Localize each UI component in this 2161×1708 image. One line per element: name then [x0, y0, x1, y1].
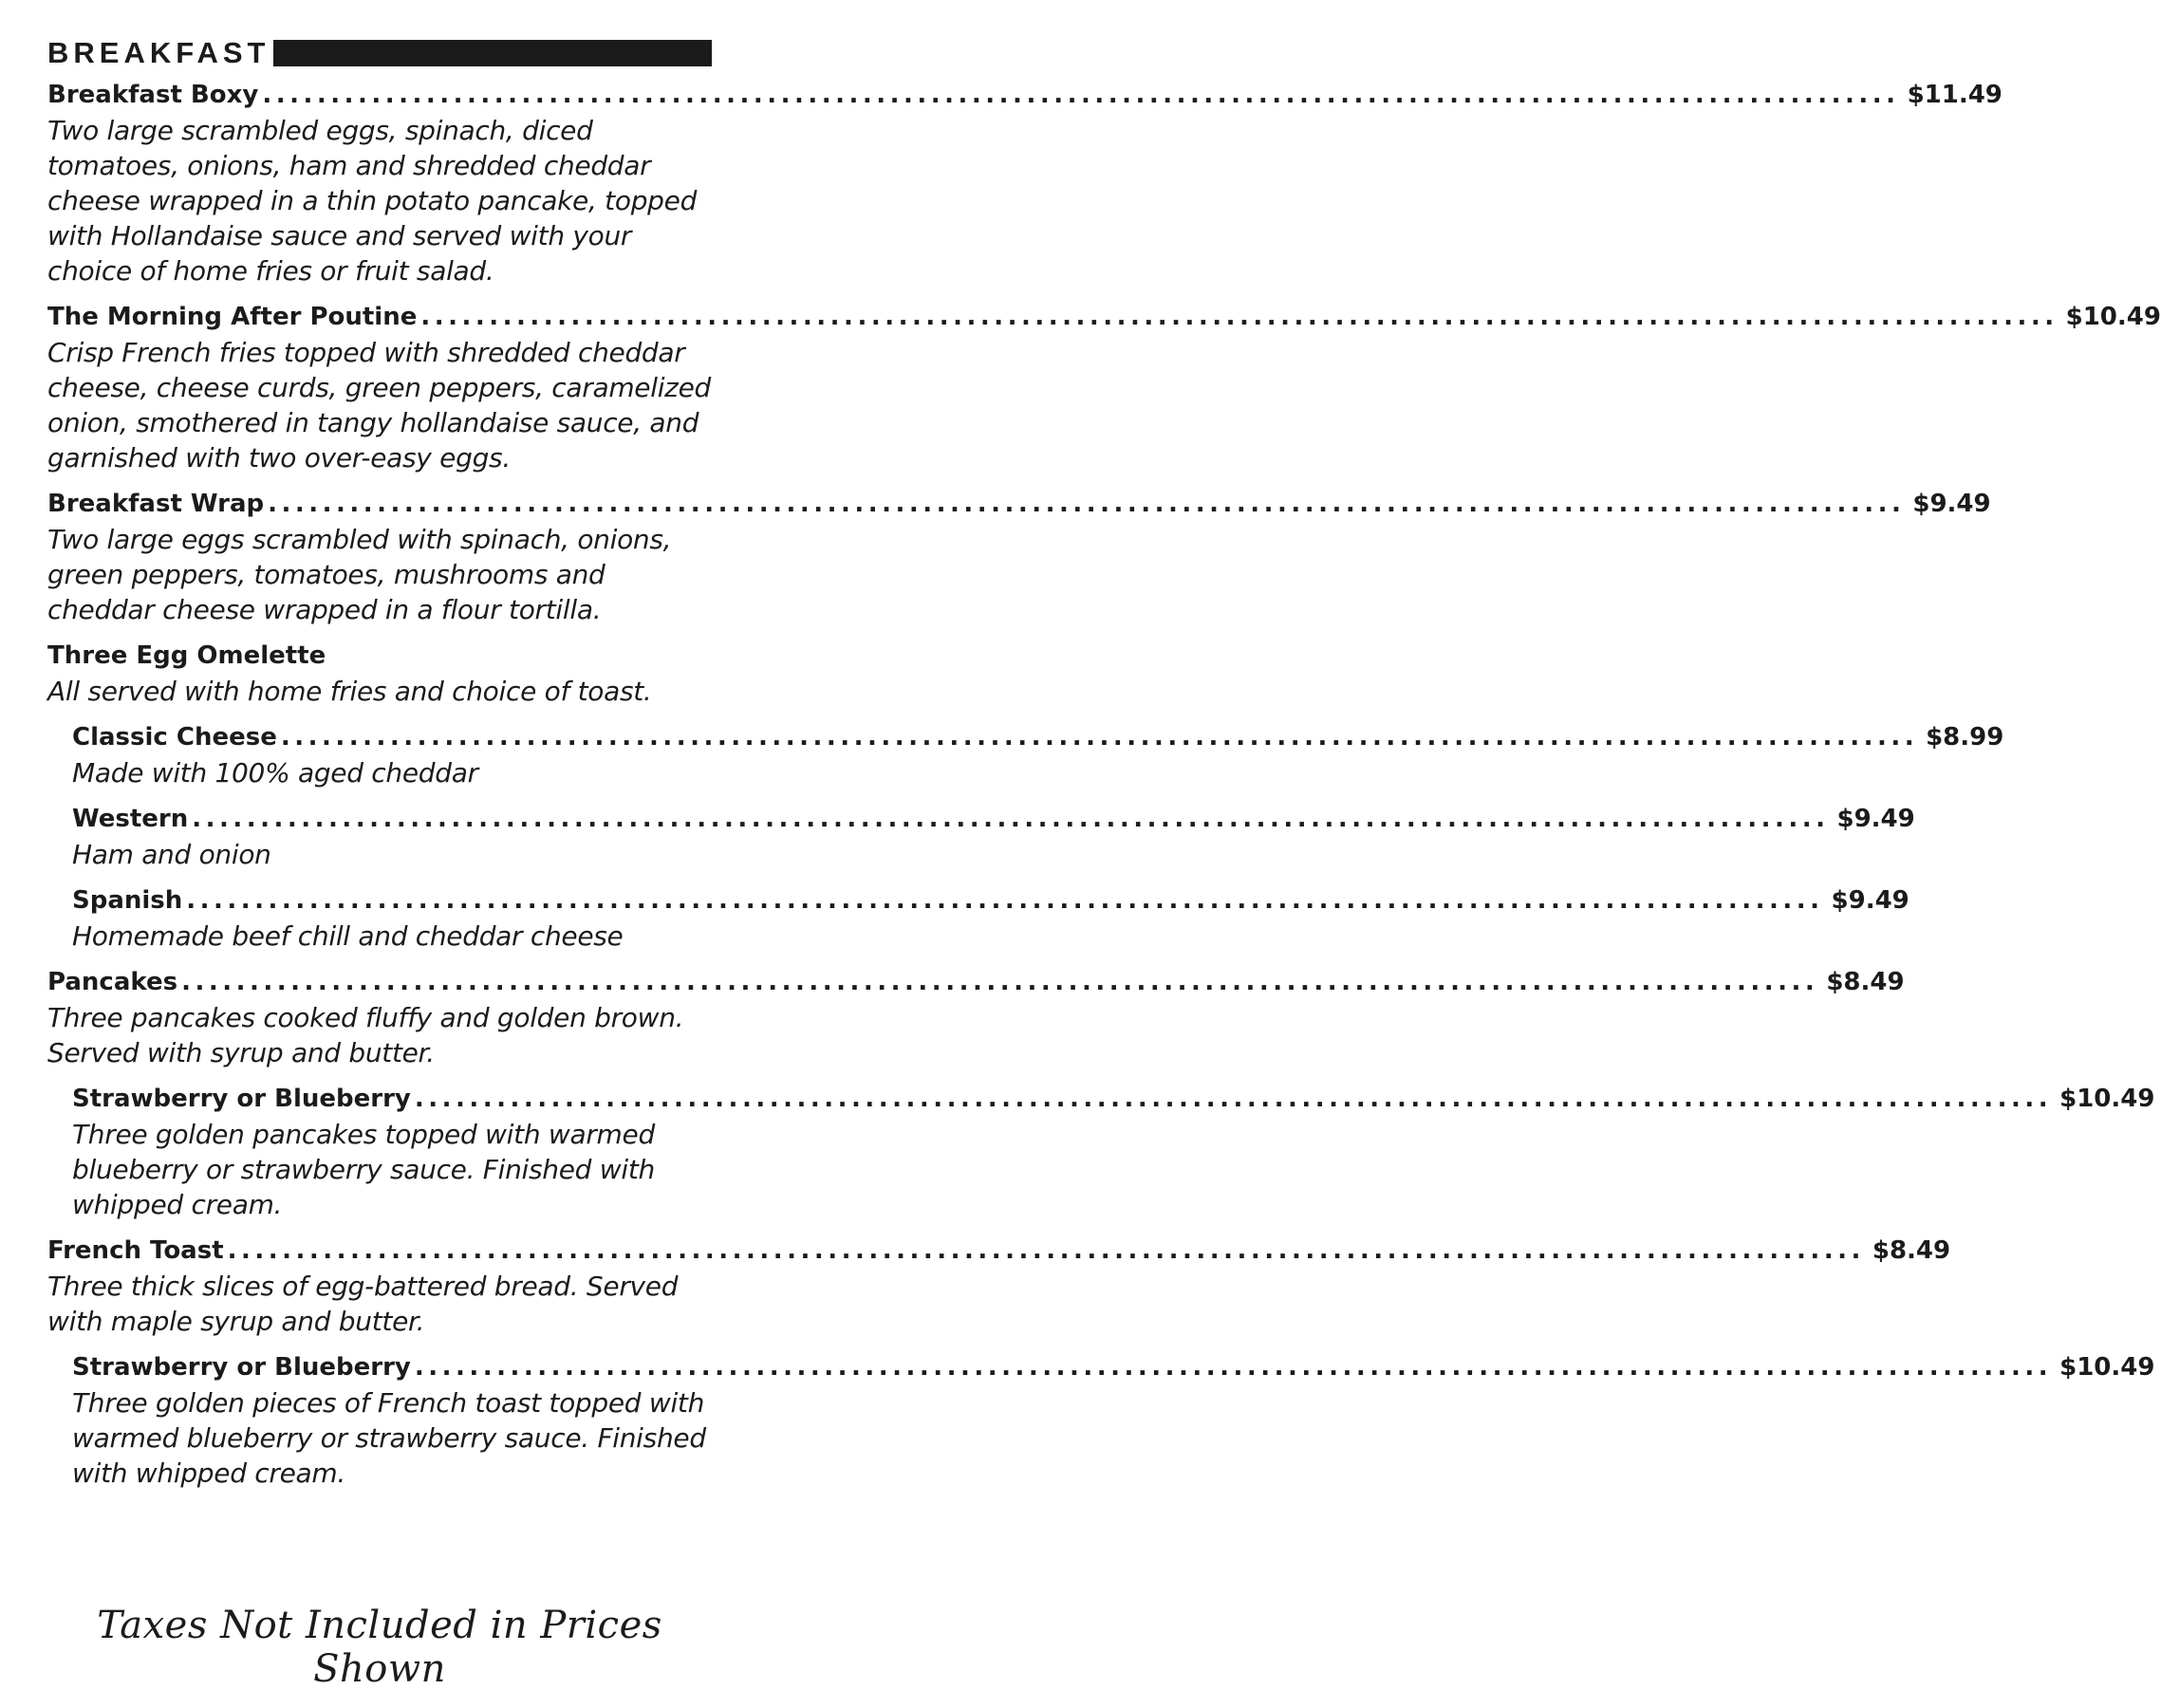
dot-leader: ........................................................................................................................ [420, 303, 2059, 331]
dot-leader: ........................................................................................................................ [181, 968, 1819, 996]
menu-item-price: $9.49 [1831, 886, 1910, 915]
menu-subitem [72, 883, 1910, 954]
menu-list [47, 78, 2161, 1491]
menu-item-name: The Morning After Poutine [47, 303, 418, 331]
menu-item-description: Ham and onion [72, 839, 271, 870]
menu-item-name: Strawberry or Blueberry [72, 1085, 411, 1113]
section-title: BREAKFAST [47, 36, 270, 69]
menu-item-header [47, 1234, 1951, 1269]
menu-item-price: $9.49 [1912, 490, 1991, 518]
header-bar [273, 40, 712, 66]
dot-leader: ........................................................................................................................ [192, 805, 1830, 833]
menu-item [47, 1234, 1951, 1339]
menu-item [47, 300, 2161, 475]
menu-item-price: $8.49 [1872, 1236, 1951, 1265]
menu-item-price: $8.99 [1926, 723, 2004, 752]
menu-item-header [47, 300, 2161, 335]
footer-note: Taxes Not Included in Prices Shown [97, 1604, 662, 1691]
menu-item-name: Pancakes [47, 968, 178, 996]
menu-item-header [72, 1350, 2155, 1385]
menu-item-description: Crisp French fries topped with shredded cheddar cheese, cheese curds, green peppers, caramelized onion, smothered in tangy hollandaise sauce, and garnished with two over-easy eggs. [47, 337, 711, 473]
menu-item-price: $10.49 [2059, 1085, 2155, 1113]
menu-item-header [72, 883, 1910, 919]
menu-item-name: Spanish [72, 886, 183, 915]
menu-item-name: French Toast [47, 1236, 224, 1265]
menu-item [47, 639, 712, 709]
menu-item-name: Breakfast Boxy [47, 81, 259, 109]
menu-item-description: Homemade beef chill and cheddar cheese [72, 920, 624, 952]
menu-item-price: $10.49 [2065, 303, 2161, 331]
dot-leader: ........................................................................................................................ [186, 886, 1824, 915]
menu-item-price: $10.49 [2059, 1353, 2155, 1382]
menu-item-header [72, 720, 2004, 755]
dot-leader: ........................................................................................................................ [268, 490, 1906, 518]
menu-item-header [47, 639, 712, 674]
menu-item-price: $8.49 [1826, 968, 1905, 996]
menu-item-description: Three golden pieces of French toast topped with warmed blueberry or strawberry sauce. Finished with whipped cream. [72, 1387, 706, 1489]
menu-item-description: Two large scrambled eggs, spinach, diced tomatoes, onions, ham and shredded cheddar cheese wrapped in a thin potato pancake, topped with Hollandaise sauce and served with your choice of home fries or fruit salad. [47, 115, 698, 287]
menu-item [47, 487, 1991, 627]
menu-item-name: Strawberry or Blueberry [72, 1353, 411, 1382]
menu-item-name: Western [72, 805, 189, 833]
dot-leader: ........................................................................................................................ [414, 1085, 2053, 1113]
menu-item-header [72, 1082, 2155, 1117]
menu-subitem [72, 802, 1915, 872]
menu-subitem [72, 1350, 2155, 1491]
menu-item-description: Three pancakes cooked fluffy and golden brown. Served with syrup and butter. [47, 1002, 684, 1068]
dot-leader: ........................................................................................................................ [262, 81, 1900, 109]
menu-item-description: All served with home fries and choice of toast. [47, 676, 652, 707]
menu-item-name: Three Egg Omelette [47, 641, 326, 670]
menu-item-name: Breakfast Wrap [47, 490, 265, 518]
menu-item-description: Three golden pancakes topped with warmed blueberry or strawberry sauce. Finished with whipped cream. [72, 1119, 655, 1220]
menu-item-header [47, 965, 1905, 1000]
menu-item-price: $9.49 [1836, 805, 1915, 833]
menu-item-description: Made with 100% aged cheddar [72, 757, 478, 789]
dot-leader: ........................................................................................................................ [280, 723, 1919, 752]
menu-item-description: Three thick slices of egg-battered bread. Served with maple syrup and butter. [47, 1271, 679, 1337]
menu-item-description: Two large eggs scrambled with spinach, onions, green peppers, tomatoes, mushrooms and cheddar cheese wrapped in a flour tortilla. [47, 524, 672, 625]
menu-item [47, 78, 2003, 288]
menu-item-price: $11.49 [1907, 81, 2003, 109]
menu-item-header [47, 78, 2003, 113]
menu-subitem [72, 720, 2004, 790]
dot-leader: ........................................................................................................................ [414, 1353, 2053, 1382]
menu-item-header [47, 487, 1991, 522]
section-header [47, 36, 712, 70]
menu-item-header [72, 802, 1915, 837]
menu-item-name: Classic Cheese [72, 723, 277, 752]
dot-leader: ........................................................................................................................ [227, 1236, 1865, 1265]
menu-subitem [72, 1082, 2155, 1222]
menu-item [47, 965, 1905, 1070]
menu-page [47, 36, 2161, 1502]
